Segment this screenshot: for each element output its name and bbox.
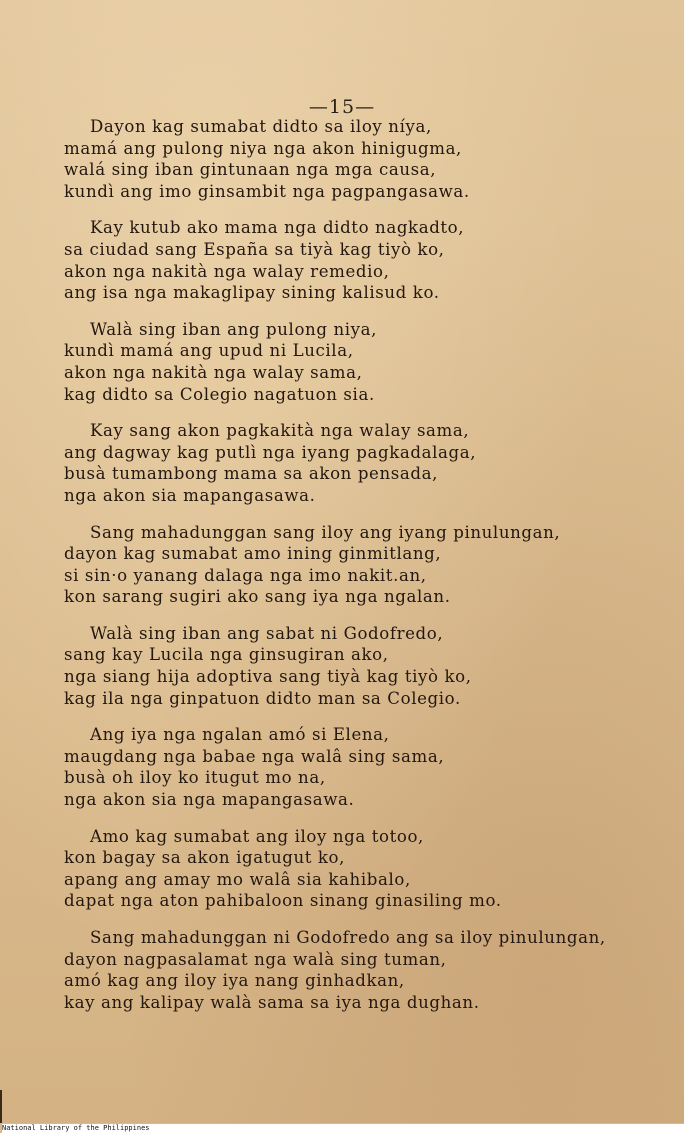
verse-line: kag didto sa Colegio nagatuon sia. xyxy=(64,384,375,404)
verse-line: Kay kutub ako mama nga didto nagkadto, xyxy=(90,218,465,238)
verse-line: Sang mahadunggan ni Godofredo ang sa iloy pinulungan, xyxy=(90,928,606,947)
stanza xyxy=(64,116,664,202)
verse-line: sang kay Lucila nga ginsugiran ako, xyxy=(64,645,389,665)
verse-line: akon nga nakità nga walay sama, xyxy=(64,362,363,382)
stanza xyxy=(64,724,664,810)
verse-line: kag ila nga ginpatuon didto man sa Colegio. xyxy=(64,688,461,708)
verse-line: nga siang hija adoptiva sang tiyà kag tiyò ko, xyxy=(64,667,472,687)
verse-line: Walà sing iban ang pulong niya, xyxy=(90,319,377,339)
stanza xyxy=(64,623,664,709)
verse-line: walá sing iban gintunaan nga mga causa, xyxy=(64,160,437,180)
stanza xyxy=(64,826,664,912)
verse-line: busà tumambong mama sa akon pensada, xyxy=(64,464,438,484)
verse-line: kon sarang sugiri ako sang iya nga ngalan. xyxy=(64,587,451,607)
verse-line: apang ang amay mo walâ sia kahibalo, xyxy=(64,869,411,889)
stanza xyxy=(64,420,664,506)
stanza xyxy=(64,522,664,608)
verse-line: Ang iya nga ngalan amó si Elena, xyxy=(90,725,390,745)
verse-line: amó kag ang iloy iya nang ginhadkan, xyxy=(64,971,405,991)
verse-line: dapat nga aton pahibaloon sinang ginasiling mo. xyxy=(64,891,502,911)
verse-line: ang dagway kag putlì nga iyang pagkadalaga, xyxy=(64,442,477,462)
verse-line: kundì mamá ang upud ni Lucila, xyxy=(64,341,354,361)
poem-body xyxy=(64,116,664,1028)
verse-line: Amo kag sumabat ang iloy nga totoo, xyxy=(90,826,424,846)
stanza xyxy=(64,319,664,405)
verse-line: kay ang kalipay walà sama sa iya nga dughan. xyxy=(64,992,480,1012)
verse-line: nga akon sia mapangasawa. xyxy=(64,485,316,505)
verse-line: dayon nagpasalamat nga walà sing tuman, xyxy=(64,949,447,969)
stanza xyxy=(64,927,664,1013)
verse-line: Kay sang akon pagkakità nga walay sama, xyxy=(90,421,470,441)
page-edge-shadow xyxy=(0,1090,2,1123)
library-credit: National Library of the Philippines xyxy=(2,1124,684,1133)
verse-line: Sang mahadunggan sang iloy ang iyang pinulungan, xyxy=(90,522,561,542)
verse-line: sa ciudad sang España sa tiyà kag tiyò ko, xyxy=(64,239,445,259)
verse-line: nga akon sia nga mapangasawa. xyxy=(64,790,355,810)
verse-line: si sin·o yanang dalaga nga imo nakit.an, xyxy=(64,565,427,585)
verse-line: kundì ang imo ginsambit nga pagpangasawa. xyxy=(64,181,470,201)
verse-line: maugdang nga babae nga walâ sing sama, xyxy=(64,746,445,766)
verse-line: busà oh iloy ko itugut mo na, xyxy=(64,768,326,788)
stanza xyxy=(64,217,664,303)
page-number: —15— xyxy=(308,96,376,118)
verse-line: mamá ang pulong niya nga akon hinigugma, xyxy=(64,138,462,158)
verse-line: Walà sing iban ang sabat ni Godofredo, xyxy=(90,623,444,643)
verse-line: Dayon kag sumabat didto sa iloy níya, xyxy=(90,117,432,136)
verse-line: kon bagay sa akon igatugut ko, xyxy=(64,848,346,868)
verse-line: ang isa nga makaglipay sining kalisud ko. xyxy=(64,283,440,303)
verse-line: dayon kag sumabat amo ining ginmitlang, xyxy=(64,544,442,564)
verse-line: akon nga nakità nga walay remedio, xyxy=(64,261,390,281)
